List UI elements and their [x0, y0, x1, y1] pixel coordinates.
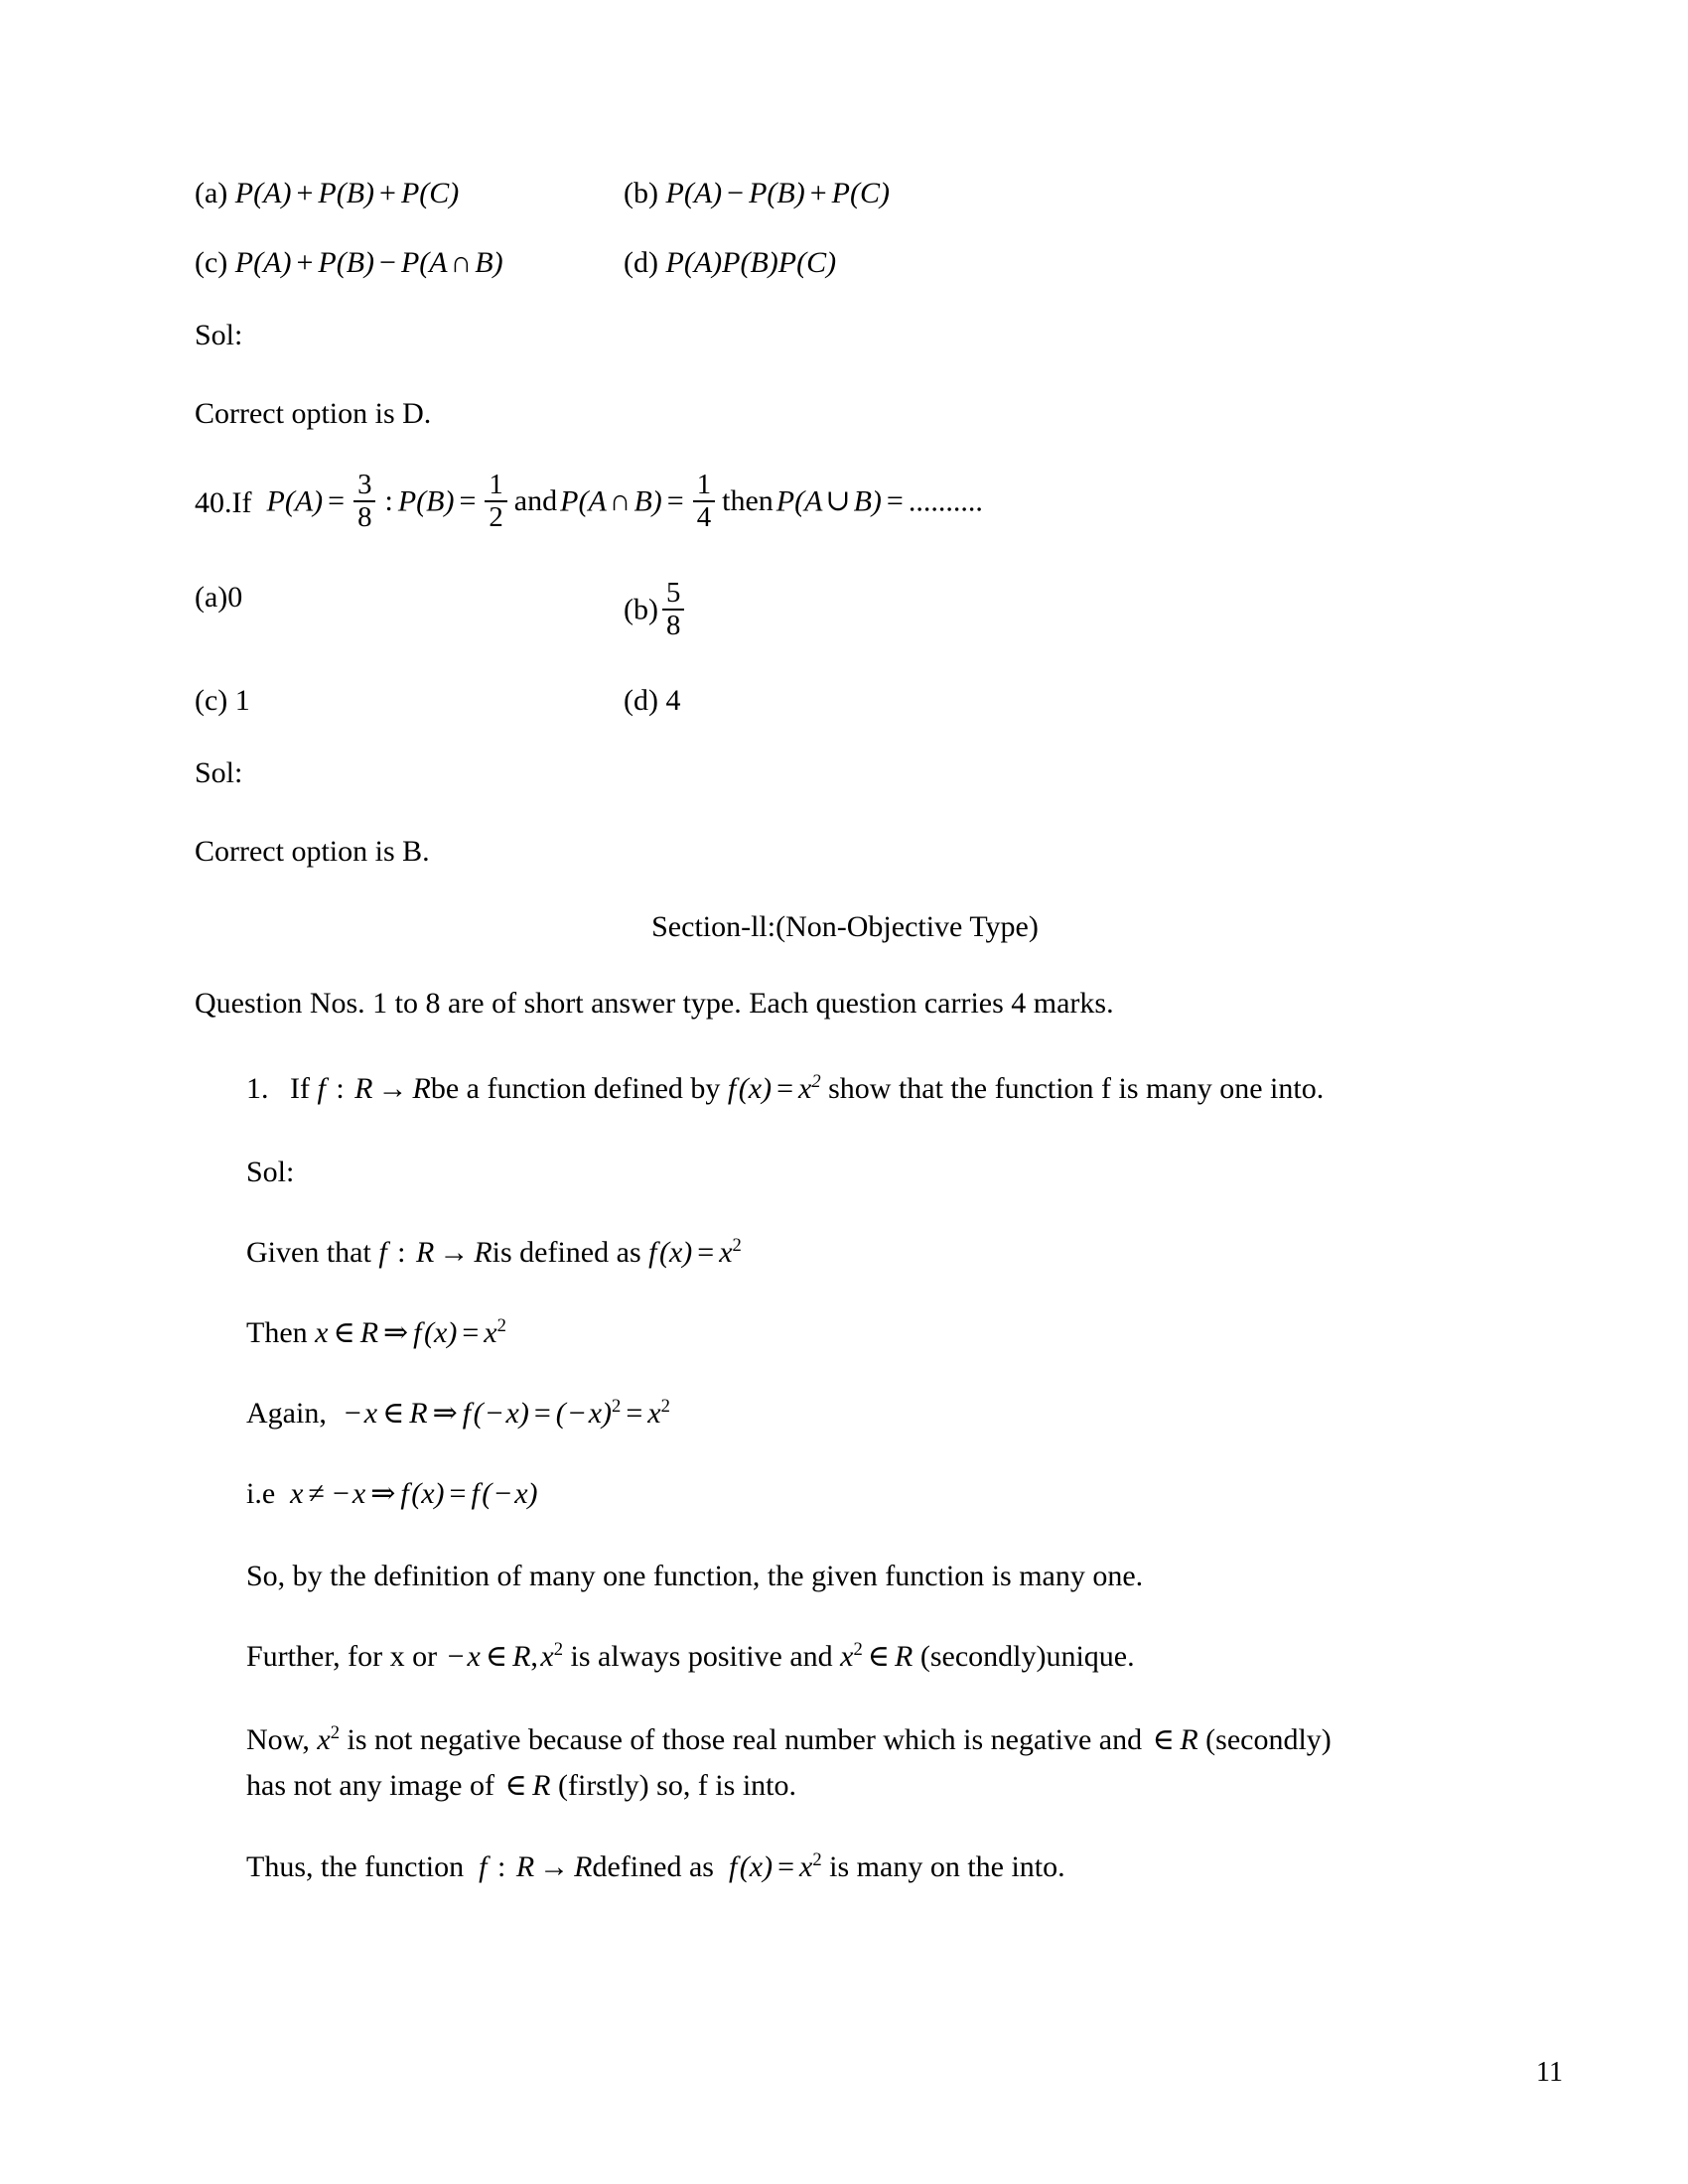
- question-40-statement: [195, 469, 1495, 535]
- thus-part2: defined as: [592, 1849, 714, 1883]
- q40-option-a: [195, 581, 624, 614]
- solution-paragraph-now: [246, 1717, 1358, 1810]
- now-part2: is not negative because of those real number which is negative and: [347, 1722, 1143, 1756]
- then-text-before: Then: [246, 1315, 308, 1349]
- then-math: x ∈ R ⇒ f $(x) = x^2$: [315, 1314, 506, 1349]
- question-1-stem-part2: be a function defined by: [430, 1072, 721, 1106]
- q40-options-row-2: [195, 684, 1495, 718]
- q39-option-a-label: (a): [195, 177, 228, 209]
- q40-option-c-value: 1: [234, 684, 250, 718]
- question-1-stem-part3: show that the function f is many one into.: [828, 1072, 1325, 1106]
- q39-option-d-label: (d): [624, 246, 658, 279]
- q40-number: 40.: [195, 486, 232, 520]
- ie-math: x ≠ − x ⇒ f (x) = f ( − x): [290, 1476, 538, 1510]
- q39-option-b-math: P(A) − P(B) + P(C): [665, 177, 890, 209]
- further-part1: Further, for x or: [246, 1639, 438, 1673]
- q39-option-d: [624, 246, 1495, 280]
- solution-line-further: [246, 1637, 1495, 1676]
- now-part1: Now,: [246, 1722, 310, 1756]
- page-content: [195, 177, 1495, 1926]
- again-math: − x ∈ R ⇒ f ( − x) = ( − $x)^2 = x^2$: [344, 1395, 670, 1430]
- thus-part1: Thus, the function: [246, 1849, 465, 1883]
- now-math3: ∈ R: [504, 1769, 551, 1803]
- now-part4: (firstly) so, f is into.: [558, 1769, 796, 1803]
- further-math1: − x ∈ R, $x^2$: [447, 1638, 564, 1673]
- question-1-sol-label: Sol:: [246, 1155, 295, 1188]
- question-1-math-domain: f : R → R: [317, 1072, 431, 1106]
- fraction-1-2: $\frac{1}{2}$: [485, 471, 506, 533]
- given-text-mid: is defined as: [492, 1235, 641, 1269]
- fraction-3-8: $\frac{3}{8}$: [353, 471, 375, 533]
- q39-option-d-math: P(A)P(B)P(C): [665, 246, 837, 279]
- question-1-math-fx: f $(x) = x^2$: [727, 1071, 821, 1106]
- q40-option-b: [624, 576, 1495, 643]
- solution-line-ie: [246, 1474, 1495, 1513]
- q40-sol-label: Sol:: [195, 756, 243, 790]
- q40-option-c: [195, 684, 624, 718]
- q40-options-row-1: [195, 576, 1495, 643]
- q40-option-d-label: (d): [624, 684, 658, 718]
- q40-correct-option: Correct option is B.: [195, 835, 430, 869]
- solution-line-given: [246, 1233, 1495, 1272]
- thus-math2: f $(x) = x^2$: [728, 1848, 822, 1883]
- question-1-statement: [246, 1066, 1495, 1113]
- section-instruction: Question Nos. 1 to 8 are of short answer type. Each question carries 4 marks.: [195, 987, 1114, 1021]
- q39-option-a: [195, 177, 624, 210]
- q40-option-d-value: 4: [665, 684, 681, 718]
- q40-if-word: If: [231, 486, 252, 520]
- q40-option-a-value: 0: [227, 580, 243, 614]
- question-1-stem-part1: If: [290, 1072, 310, 1106]
- now-math1: $x^2$: [317, 1721, 341, 1756]
- solution-conclusion-many-one: So, by the definition of many one function, the given function is many one.: [246, 1559, 1144, 1592]
- now-math2: ∈ R: [1152, 1722, 1198, 1756]
- further-part2: is always positive and: [570, 1639, 833, 1673]
- further-math2: $x^2$ ∈ R: [840, 1638, 914, 1673]
- q40-option-a-label: (a): [195, 580, 228, 614]
- q39-correct-option: Correct option is D.: [195, 397, 432, 430]
- question-1-number: 1.: [246, 1072, 269, 1106]
- q39-option-b-label: (b): [624, 177, 658, 209]
- given-text-before: Given that: [246, 1235, 371, 1269]
- further-part3: (secondly)unique.: [919, 1639, 1135, 1673]
- given-math-fx: f $(x) = x^2$: [648, 1234, 742, 1269]
- q40-option-c-label: (c): [195, 684, 228, 718]
- section-heading: Section-ll:(Non-Objective Type): [651, 910, 1039, 944]
- q39-option-b: [624, 177, 1495, 210]
- solution-line-thus: [246, 1847, 1495, 1886]
- now-part3: (secondly) has not any image of: [246, 1722, 1332, 1803]
- q40-option-b-label: (b): [624, 592, 658, 625]
- given-math-domain: f : R → R: [378, 1235, 492, 1269]
- again-text-before: Again,: [246, 1396, 327, 1430]
- q39-sol-label: Sol:: [195, 319, 243, 351]
- q39-option-c: [195, 246, 624, 280]
- thus-part3: is many on the into.: [829, 1849, 1065, 1883]
- solution-line-again: [246, 1394, 1495, 1433]
- q40-option-d: [624, 684, 1495, 718]
- solution-line-then: [246, 1313, 1495, 1352]
- q39-option-a-math: P(A) + P(B) + P(C): [234, 177, 460, 209]
- q40-blank: ..........: [908, 484, 983, 518]
- q39-option-c-label: (c): [195, 246, 228, 279]
- fraction-5-8: $\frac{5}{8}$: [662, 579, 684, 641]
- thus-math1: f : R → R: [479, 1849, 593, 1883]
- q39-options-row-2: [195, 246, 1495, 280]
- q39-option-c-math: P(A) + P(B) − P(A ∩ B): [234, 246, 503, 279]
- page-number: 11: [1536, 2057, 1563, 2088]
- q39-options-row-1: [195, 177, 1495, 210]
- fraction-1-4: $\frac{1}{4}$: [693, 471, 715, 533]
- ie-text-before: i.e: [246, 1476, 276, 1510]
- q40-math: P(A) = $\frac{3}{8}$ : P(B) = $\frac{1}{2}$ and P(A ∩ B) = $\frac{1}{4}$ then P(A ∪ B) = ..........: [266, 469, 983, 534]
